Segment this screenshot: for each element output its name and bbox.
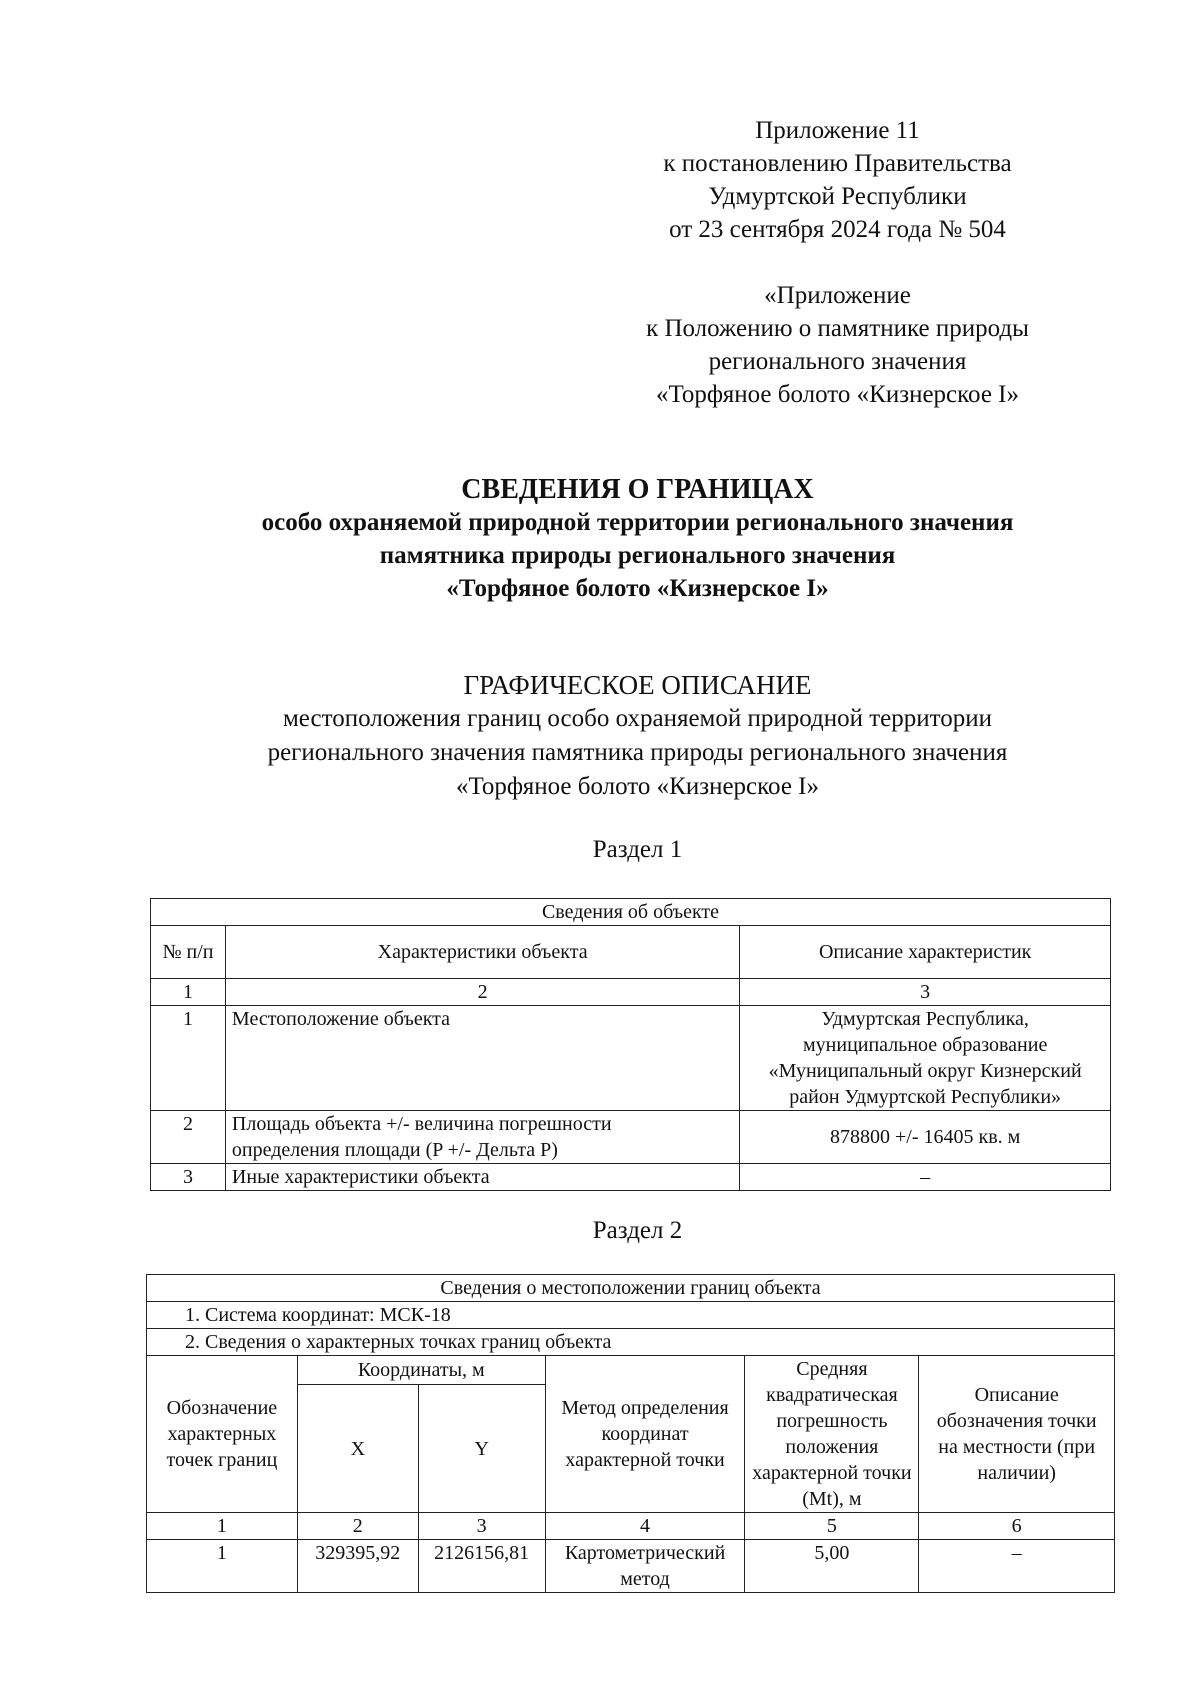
appendix-line: Удмуртской Республики xyxy=(708,183,967,210)
title-line: СВЕДЕНИЯ О ГРАНИЦАХ xyxy=(461,474,814,505)
appendix-line: к постановлению Правительства xyxy=(663,150,1012,177)
header-num: № п/п xyxy=(151,926,226,979)
column-number: 2 xyxy=(297,1513,418,1540)
points-info: 2. Сведения о характерных точках границ объекта xyxy=(147,1329,1115,1356)
coordinate-system: 1. Система координат: МСК-18 xyxy=(147,1302,1115,1329)
point-description: – xyxy=(919,1540,1115,1593)
appendix-header xyxy=(600,114,1075,246)
section-2-label: Раздел 2 xyxy=(592,1217,683,1244)
graphic-description xyxy=(150,668,1125,804)
appendix-regulation-line: регионального значения xyxy=(708,348,967,375)
appendix-regulation-line: «Приложение xyxy=(764,282,911,309)
row-name: Иные характеристики объекта xyxy=(225,1164,739,1191)
method: Картометрический метод xyxy=(545,1540,745,1593)
header-error: Средняя квадратическая погрешность положения характерной точки (Mt), м xyxy=(745,1356,919,1513)
header-y: Y xyxy=(418,1385,545,1513)
row-value-line: район Удмуртской Республики» xyxy=(789,1086,1062,1108)
section-1-label: Раздел 1 xyxy=(592,836,683,863)
object-info-table xyxy=(150,898,1111,1191)
column-number: 1 xyxy=(147,1513,298,1540)
header-point-description: Описание обозначения точки на местности (при наличии) xyxy=(919,1356,1115,1513)
document-title xyxy=(150,473,1125,605)
column-number: 3 xyxy=(740,979,1111,1006)
row-name-line: определения площади (P +/- Дельта P) xyxy=(231,1139,558,1161)
row-value: – xyxy=(740,1164,1111,1191)
row-value-line: муниципальное образование xyxy=(803,1034,1048,1056)
column-number: 2 xyxy=(225,979,739,1006)
table-row xyxy=(151,1164,1111,1191)
row-num: 1 xyxy=(151,1006,226,1111)
row-value: 878800 +/- 16405 кв. м xyxy=(740,1111,1111,1164)
row-value-line: Удмуртская Республика, xyxy=(821,1008,1029,1030)
appendix-line: Приложение 11 xyxy=(755,117,920,144)
header-x: X xyxy=(297,1385,418,1513)
title-line: памятника природы регионального значения xyxy=(379,542,896,569)
row-value xyxy=(740,1006,1111,1111)
column-number: 4 xyxy=(545,1513,745,1540)
coordinate-y: 2126156,81 xyxy=(418,1540,545,1593)
header-method: Метод определения координат характерной точки xyxy=(545,1356,745,1513)
row-num: 3 xyxy=(151,1164,226,1191)
coordinate-x: 329395,92 xyxy=(297,1540,418,1593)
table-title: Сведения об объекте xyxy=(151,899,1111,926)
appendix-regulation-header xyxy=(600,279,1075,411)
appendix-regulation-line: «Торфяное болото «Кизнерское I» xyxy=(655,381,1020,408)
row-name xyxy=(225,1111,739,1164)
header-designation: Обозначение характерных точек границ xyxy=(147,1356,298,1513)
boundary-location-table xyxy=(146,1274,1115,1593)
header-description: Описание характеристик xyxy=(740,926,1111,979)
table-row xyxy=(147,1540,1115,1593)
column-number: 5 xyxy=(745,1513,919,1540)
graphic-description-line: местоположения границ особо охраняемой природной территории xyxy=(282,705,993,732)
title-line: «Торфяное болото «Кизнерское I» xyxy=(446,575,829,602)
graphic-description-line: «Торфяное болото «Кизнерское I» xyxy=(455,773,820,800)
column-number: 1 xyxy=(151,979,226,1006)
table-title: Сведения о местоположении границ объекта xyxy=(147,1275,1115,1302)
graphic-description-line: регионального значения памятника природы регионального значения xyxy=(267,739,1008,766)
row-name-line: Площадь объекта +/- величина погрешности xyxy=(231,1113,612,1135)
table-row xyxy=(151,1111,1111,1164)
appendix-line: от 23 сентября 2024 года № 504 xyxy=(669,216,1006,243)
header-coordinates: Координаты, м xyxy=(297,1356,545,1385)
table-row xyxy=(151,1006,1111,1111)
row-num: 2 xyxy=(151,1111,226,1164)
column-number: 3 xyxy=(418,1513,545,1540)
column-number: 6 xyxy=(919,1513,1115,1540)
error: 5,00 xyxy=(745,1540,919,1593)
title-line: особо охраняемой природной территории регионального значения xyxy=(261,509,1014,536)
appendix-regulation-line: к Положению о памятнике природы xyxy=(646,315,1029,342)
row-value-line: «Муниципальный округ Кизнерский xyxy=(768,1060,1082,1082)
header-characteristics: Характеристики объекта xyxy=(225,926,739,979)
graphic-description-title: ГРАФИЧЕСКОЕ ОПИСАНИЕ xyxy=(463,670,812,700)
row-name: Местоположение объекта xyxy=(225,1006,739,1111)
point-designation: 1 xyxy=(147,1540,298,1593)
